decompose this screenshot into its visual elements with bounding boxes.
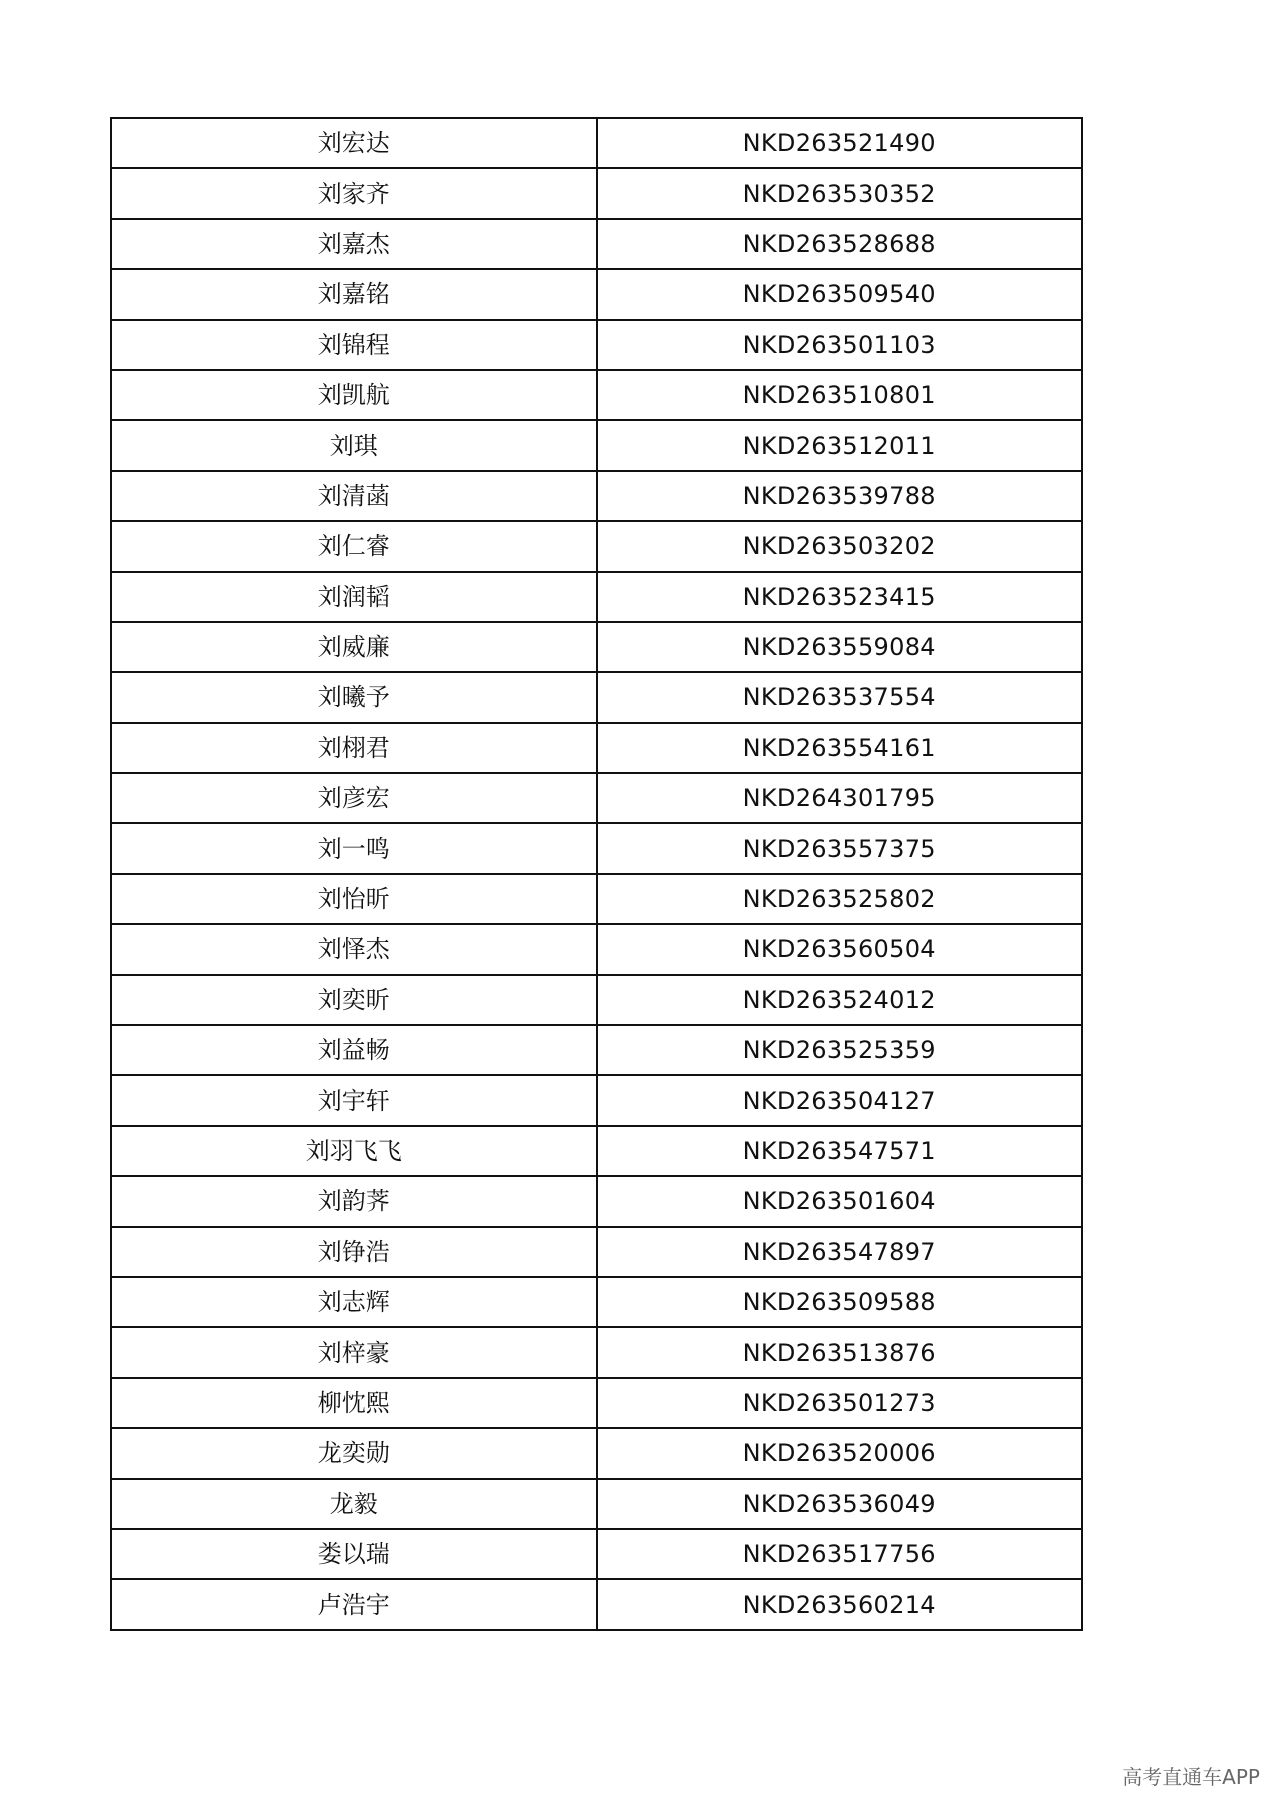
id-cell: NKD263501103 bbox=[597, 320, 1083, 370]
name-cell: 刘梓豪 bbox=[111, 1327, 597, 1377]
table-row bbox=[111, 471, 1082, 521]
name-cell: 刘益畅 bbox=[111, 1025, 597, 1075]
id-cell: NKD263509540 bbox=[597, 269, 1083, 319]
name-cell: 刘怡昕 bbox=[111, 874, 597, 924]
id-cell: NKD263539788 bbox=[597, 471, 1083, 521]
table-row bbox=[111, 1327, 1082, 1377]
table-row bbox=[111, 1529, 1082, 1579]
name-cell: 刘嘉铭 bbox=[111, 269, 597, 319]
name-cell: 娄以瑞 bbox=[111, 1529, 597, 1579]
id-cell: NKD263530352 bbox=[597, 168, 1083, 218]
id-cell: NKD263560504 bbox=[597, 924, 1083, 974]
id-cell: NKD263525359 bbox=[597, 1025, 1083, 1075]
table-row bbox=[111, 168, 1082, 218]
table-row bbox=[111, 1378, 1082, 1428]
name-cell: 龙奕勋 bbox=[111, 1428, 597, 1478]
id-cell: NKD263501273 bbox=[597, 1378, 1083, 1428]
table-row bbox=[111, 420, 1082, 470]
name-cell: 刘凯航 bbox=[111, 370, 597, 420]
name-cell: 刘仁睿 bbox=[111, 521, 597, 571]
name-cell: 刘曦予 bbox=[111, 672, 597, 722]
table-row bbox=[111, 320, 1082, 370]
table-row bbox=[111, 1479, 1082, 1529]
table-row bbox=[111, 370, 1082, 420]
id-cell: NKD263560214 bbox=[597, 1579, 1083, 1629]
roster-table bbox=[110, 117, 1083, 1631]
table-row bbox=[111, 269, 1082, 319]
id-cell: NKD263547897 bbox=[597, 1227, 1083, 1277]
name-cell: 刘铮浩 bbox=[111, 1227, 597, 1277]
watermark: 高考直通车APP bbox=[1122, 1765, 1260, 1789]
table-row bbox=[111, 924, 1082, 974]
name-cell: 柳忱熙 bbox=[111, 1378, 597, 1428]
table-row bbox=[111, 1075, 1082, 1125]
table-row bbox=[111, 521, 1082, 571]
table-row bbox=[111, 773, 1082, 823]
id-cell: NKD264301795 bbox=[597, 773, 1083, 823]
table-row bbox=[111, 1428, 1082, 1478]
table-row bbox=[111, 1025, 1082, 1075]
id-cell: NKD263559084 bbox=[597, 622, 1083, 672]
name-cell: 刘嘉杰 bbox=[111, 219, 597, 269]
table-row bbox=[111, 1579, 1082, 1629]
table-row bbox=[111, 823, 1082, 873]
table-row bbox=[111, 672, 1082, 722]
name-cell: 刘志辉 bbox=[111, 1277, 597, 1327]
id-cell: NKD263536049 bbox=[597, 1479, 1083, 1529]
name-cell: 刘家齐 bbox=[111, 168, 597, 218]
id-cell: NKD263524012 bbox=[597, 975, 1083, 1025]
name-cell: 刘宇轩 bbox=[111, 1075, 597, 1125]
id-cell: NKD263528688 bbox=[597, 219, 1083, 269]
table-row bbox=[111, 975, 1082, 1025]
name-cell: 刘宏达 bbox=[111, 118, 597, 168]
id-cell: NKD263513876 bbox=[597, 1327, 1083, 1377]
name-cell: 卢浩宇 bbox=[111, 1579, 597, 1629]
name-cell: 刘润韬 bbox=[111, 572, 597, 622]
roster-table-body bbox=[111, 118, 1082, 1630]
table-row bbox=[111, 118, 1082, 168]
table-row bbox=[111, 1227, 1082, 1277]
name-cell: 刘威廉 bbox=[111, 622, 597, 672]
id-cell: NKD263510801 bbox=[597, 370, 1083, 420]
id-cell: NKD263525802 bbox=[597, 874, 1083, 924]
name-cell: 龙毅 bbox=[111, 1479, 597, 1529]
id-cell: NKD263504127 bbox=[597, 1075, 1083, 1125]
name-cell: 刘琪 bbox=[111, 420, 597, 470]
table-row bbox=[111, 1176, 1082, 1226]
id-cell: NKD263503202 bbox=[597, 521, 1083, 571]
table-row bbox=[111, 219, 1082, 269]
id-cell: NKD263537554 bbox=[597, 672, 1083, 722]
id-cell: NKD263517756 bbox=[597, 1529, 1083, 1579]
table-row bbox=[111, 622, 1082, 672]
name-cell: 刘韵荠 bbox=[111, 1176, 597, 1226]
id-cell: NKD263523415 bbox=[597, 572, 1083, 622]
table-row bbox=[111, 1126, 1082, 1176]
name-cell: 刘清菡 bbox=[111, 471, 597, 521]
name-cell: 刘一鸣 bbox=[111, 823, 597, 873]
name-cell: 刘锦程 bbox=[111, 320, 597, 370]
name-cell: 刘羽飞飞 bbox=[111, 1126, 597, 1176]
id-cell: NKD263554161 bbox=[597, 723, 1083, 773]
id-cell: NKD263520006 bbox=[597, 1428, 1083, 1478]
table-row bbox=[111, 874, 1082, 924]
id-cell: NKD263512011 bbox=[597, 420, 1083, 470]
id-cell: NKD263557375 bbox=[597, 823, 1083, 873]
name-cell: 刘奕昕 bbox=[111, 975, 597, 1025]
table-row bbox=[111, 723, 1082, 773]
id-cell: NKD263547571 bbox=[597, 1126, 1083, 1176]
table-row bbox=[111, 572, 1082, 622]
name-cell: 刘栩君 bbox=[111, 723, 597, 773]
id-cell: NKD263501604 bbox=[597, 1176, 1083, 1226]
id-cell: NKD263521490 bbox=[597, 118, 1083, 168]
name-cell: 刘怿杰 bbox=[111, 924, 597, 974]
name-cell: 刘彦宏 bbox=[111, 773, 597, 823]
table-row bbox=[111, 1277, 1082, 1327]
id-cell: NKD263509588 bbox=[597, 1277, 1083, 1327]
